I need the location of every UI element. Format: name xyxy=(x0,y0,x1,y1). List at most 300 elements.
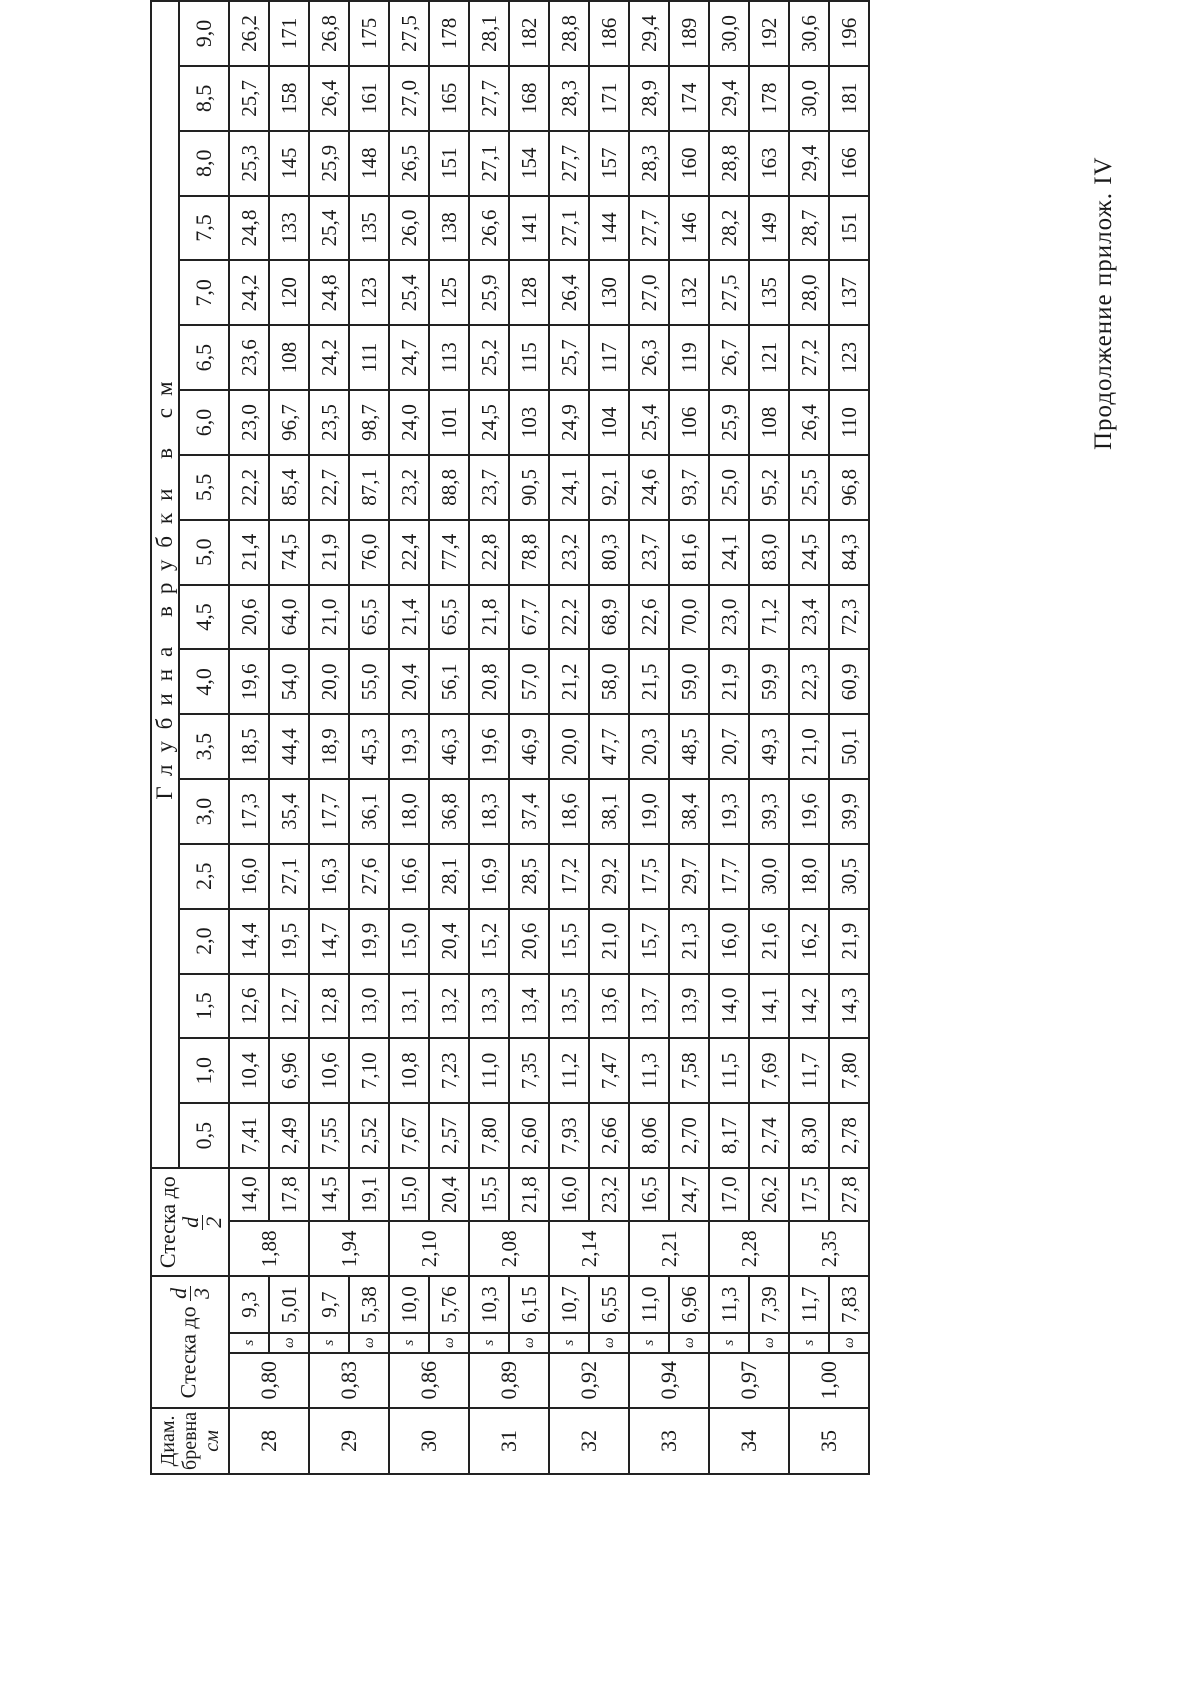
spaced-half-w-cell: 20,4 xyxy=(429,1168,469,1221)
depth-s-value-cell: 20,8 xyxy=(469,649,509,714)
depth-w-value-cell: 21,6 xyxy=(749,909,789,974)
depth-s-value-cell: 24,2 xyxy=(229,260,269,325)
depth-s-value-cell: 11,7 xyxy=(789,1038,829,1103)
depth-s-value-cell: 12,6 xyxy=(229,974,269,1039)
depth-header-cell: 6,5 xyxy=(179,325,229,390)
depth-s-value-cell: 16,2 xyxy=(789,909,829,974)
depth-s-value-cell: 16,0 xyxy=(229,844,269,909)
depth-s-value-cell: 27,7 xyxy=(469,66,509,131)
depth-s-value-cell: 21,9 xyxy=(709,649,749,714)
depth-header-cell: 7,5 xyxy=(179,196,229,261)
depth-w-value-cell: 125 xyxy=(429,260,469,325)
depth-s-value-cell: 22,7 xyxy=(309,455,349,520)
fraction-d-over-2 xyxy=(180,1215,225,1230)
fraction-d-over-2-den: 2 xyxy=(201,1216,227,1228)
depth-w-value-cell: 88,8 xyxy=(429,455,469,520)
s-label-cell: s xyxy=(789,1333,829,1353)
depth-s-value-cell: 22,4 xyxy=(389,520,429,585)
depth-w-value-cell: 21,3 xyxy=(669,909,709,974)
w-label-cell: ω xyxy=(669,1333,709,1353)
spaced-half-w-cell: 21,8 xyxy=(509,1168,549,1221)
depth-w-value-cell: 166 xyxy=(829,131,869,196)
depth-w-value-cell: 168 xyxy=(509,66,549,131)
depth-w-value-cell: 7,35 xyxy=(509,1038,549,1103)
depth-s-value-cell: 17,7 xyxy=(709,844,749,909)
depth-w-value-cell: 123 xyxy=(829,325,869,390)
depth-w-value-cell: 135 xyxy=(349,196,389,261)
depth-w-value-cell: 83,0 xyxy=(749,520,789,585)
depth-s-value-cell: 27,2 xyxy=(789,325,829,390)
continuation-heading: Продолжение прилож. IV xyxy=(1090,156,1117,450)
spaced-third-s-cell: 10,0 xyxy=(389,1276,429,1332)
depth-s-value-cell: 27,1 xyxy=(469,131,509,196)
spaced-half-w-cell: 24,7 xyxy=(669,1168,709,1221)
depth-w-value-cell: 13,2 xyxy=(429,974,469,1039)
depth-s-value-cell: 20,0 xyxy=(309,649,349,714)
depth-w-value-cell: 13,4 xyxy=(509,974,549,1039)
depth-s-value-cell: 21,2 xyxy=(549,649,589,714)
depth-s-value-cell: 24,5 xyxy=(789,520,829,585)
diameter-cell: 29 xyxy=(309,1408,389,1474)
depth-s-value-cell: 24,5 xyxy=(469,390,509,455)
spaced-third-s-cell: 10,7 xyxy=(549,1276,589,1332)
header-diameter-label: Диам. бревна xyxy=(157,1411,201,1470)
depth-w-value-cell: 44,4 xyxy=(269,714,309,779)
coefficient-half-cell: 1,88 xyxy=(229,1221,309,1276)
depth-s-value-cell: 25,3 xyxy=(229,131,269,196)
header-diameter-unit: см xyxy=(201,1430,223,1452)
coefficient-cell: 0,80 xyxy=(229,1353,309,1408)
table-row-s xyxy=(229,1,269,1474)
depth-w-value-cell: 133 xyxy=(269,196,309,261)
depth-w-value-cell: 57,0 xyxy=(509,649,549,714)
depth-s-value-cell: 25,2 xyxy=(469,325,509,390)
depth-s-value-cell: 22,2 xyxy=(229,455,269,520)
depth-w-value-cell: 65,5 xyxy=(429,585,469,650)
depth-w-value-cell: 14,1 xyxy=(749,974,789,1039)
depth-w-value-cell: 2,66 xyxy=(589,1103,629,1168)
depth-header-cell: 0,5 xyxy=(179,1103,229,1168)
depth-s-value-cell: 14,0 xyxy=(709,974,749,1039)
depth-s-value-cell: 26,4 xyxy=(309,66,349,131)
table-header xyxy=(151,1,229,1474)
header-diameter xyxy=(151,1408,229,1474)
depth-s-value-cell: 28,8 xyxy=(709,131,749,196)
coefficient-cell: 0,94 xyxy=(629,1353,709,1408)
spaced-half-s-cell: 16,5 xyxy=(629,1168,669,1221)
depth-w-value-cell: 84,3 xyxy=(829,520,869,585)
depth-s-value-cell: 24,8 xyxy=(309,260,349,325)
spaced-third-s-cell: 9,7 xyxy=(309,1276,349,1332)
depth-w-value-cell: 161 xyxy=(349,66,389,131)
depth-s-value-cell: 23,4 xyxy=(789,585,829,650)
s-label-cell: s xyxy=(469,1333,509,1353)
depth-w-value-cell: 20,6 xyxy=(509,909,549,974)
spaced-third-w-cell: 6,15 xyxy=(509,1276,549,1332)
depth-s-value-cell: 28,2 xyxy=(709,196,749,261)
depth-w-value-cell: 128 xyxy=(509,260,549,325)
diameter-cell: 30 xyxy=(389,1408,469,1474)
depth-w-value-cell: 37,4 xyxy=(509,779,549,844)
depth-w-value-cell: 175 xyxy=(349,1,389,66)
depth-s-value-cell: 12,8 xyxy=(309,974,349,1039)
depth-s-value-cell: 28,0 xyxy=(789,260,829,325)
depth-w-value-cell: 171 xyxy=(269,1,309,66)
depth-w-value-cell: 148 xyxy=(349,131,389,196)
depth-s-value-cell: 20,4 xyxy=(389,649,429,714)
depth-s-value-cell: 13,3 xyxy=(469,974,509,1039)
depth-s-value-cell: 27,0 xyxy=(629,260,669,325)
depth-s-value-cell: 21,9 xyxy=(309,520,349,585)
depth-header-cell: 1,5 xyxy=(179,974,229,1039)
depth-w-value-cell: 27,6 xyxy=(349,844,389,909)
depth-s-value-cell: 30,0 xyxy=(709,1,749,66)
depth-w-value-cell: 56,1 xyxy=(429,649,469,714)
depth-w-value-cell: 146 xyxy=(669,196,709,261)
depth-s-value-cell: 13,7 xyxy=(629,974,669,1039)
s-label-cell: s xyxy=(549,1333,589,1353)
depth-w-value-cell: 14,3 xyxy=(829,974,869,1039)
table-row-s xyxy=(469,1,509,1474)
depth-s-value-cell: 26,4 xyxy=(549,260,589,325)
depth-s-value-cell: 24,1 xyxy=(709,520,749,585)
depth-header-cell: 9,0 xyxy=(179,1,229,66)
depth-s-value-cell: 23,2 xyxy=(549,520,589,585)
spaced-half-w-cell: 26,2 xyxy=(749,1168,789,1221)
s-label-cell: s xyxy=(389,1333,429,1353)
depth-s-value-cell: 24,2 xyxy=(309,325,349,390)
depth-w-value-cell: 39,9 xyxy=(829,779,869,844)
depth-w-value-cell: 21,9 xyxy=(829,909,869,974)
depth-w-value-cell: 101 xyxy=(429,390,469,455)
depth-w-value-cell: 7,47 xyxy=(589,1038,629,1103)
table-row-s xyxy=(549,1,589,1474)
depth-w-value-cell: 50,1 xyxy=(829,714,869,779)
depth-s-value-cell: 25,7 xyxy=(549,325,589,390)
depth-w-value-cell: 19,9 xyxy=(349,909,389,974)
depth-w-value-cell: 12,7 xyxy=(269,974,309,1039)
spaced-half-s-cell: 15,0 xyxy=(389,1168,429,1221)
depth-s-value-cell: 28,9 xyxy=(629,66,669,131)
depth-s-value-cell: 28,8 xyxy=(549,1,589,66)
w-label-cell: ω xyxy=(829,1333,869,1353)
depth-header-cell: 4,0 xyxy=(179,649,229,714)
depth-w-value-cell: 117 xyxy=(589,325,629,390)
s-label-cell: s xyxy=(229,1333,269,1353)
spaced-third-s-cell: 11,7 xyxy=(789,1276,829,1332)
depth-w-value-cell: 29,2 xyxy=(589,844,629,909)
depth-w-value-cell: 13,9 xyxy=(669,974,709,1039)
depth-w-value-cell: 70,0 xyxy=(669,585,709,650)
spaced-third-s-cell: 11,0 xyxy=(629,1276,669,1332)
depth-w-value-cell: 138 xyxy=(429,196,469,261)
depth-w-value-cell: 181 xyxy=(829,66,869,131)
depth-w-value-cell: 60,9 xyxy=(829,649,869,714)
depth-s-value-cell: 24,0 xyxy=(389,390,429,455)
depth-w-value-cell: 135 xyxy=(749,260,789,325)
header-spaced-half xyxy=(151,1168,229,1276)
depth-s-value-cell: 27,5 xyxy=(389,1,429,66)
depth-header-cell: 4,5 xyxy=(179,585,229,650)
depth-w-value-cell: 20,4 xyxy=(429,909,469,974)
depth-s-value-cell: 19,6 xyxy=(229,649,269,714)
depth-w-value-cell: 157 xyxy=(589,131,629,196)
depth-w-value-cell: 182 xyxy=(509,1,549,66)
depth-s-value-cell: 19,3 xyxy=(389,714,429,779)
depth-s-value-cell: 21,8 xyxy=(469,585,509,650)
depth-w-value-cell: 30,5 xyxy=(829,844,869,909)
depth-s-value-cell: 21,0 xyxy=(309,585,349,650)
depth-w-value-cell: 96,7 xyxy=(269,390,309,455)
depth-w-value-cell: 149 xyxy=(749,196,789,261)
depth-s-value-cell: 21,4 xyxy=(229,520,269,585)
depth-w-value-cell: 132 xyxy=(669,260,709,325)
depth-s-value-cell: 25,0 xyxy=(709,455,749,520)
depth-s-value-cell: 8,17 xyxy=(709,1103,749,1168)
depth-w-value-cell: 2,70 xyxy=(669,1103,709,1168)
depth-s-value-cell: 19,0 xyxy=(629,779,669,844)
depth-w-value-cell: 151 xyxy=(429,131,469,196)
depth-s-value-cell: 20,3 xyxy=(629,714,669,779)
coefficient-half-cell: 2,35 xyxy=(789,1221,869,1276)
depth-w-value-cell: 130 xyxy=(589,260,629,325)
depth-w-value-cell: 111 xyxy=(349,325,389,390)
depth-s-value-cell: 7,67 xyxy=(389,1103,429,1168)
depth-header-cell: 3,0 xyxy=(179,779,229,844)
depth-s-value-cell: 15,5 xyxy=(549,909,589,974)
depth-s-value-cell: 26,5 xyxy=(389,131,429,196)
depth-w-value-cell: 6,96 xyxy=(269,1038,309,1103)
depth-s-value-cell: 24,1 xyxy=(549,455,589,520)
depth-w-value-cell: 47,7 xyxy=(589,714,629,779)
depth-s-value-cell: 16,0 xyxy=(709,909,749,974)
depth-w-value-cell: 7,10 xyxy=(349,1038,389,1103)
depth-s-value-cell: 27,1 xyxy=(549,196,589,261)
table-row-s xyxy=(389,1,429,1474)
depth-w-value-cell: 27,1 xyxy=(269,844,309,909)
diameter-cell: 32 xyxy=(549,1408,629,1474)
depth-w-value-cell: 65,5 xyxy=(349,585,389,650)
depth-w-value-cell: 171 xyxy=(589,66,629,131)
depth-w-value-cell: 13,6 xyxy=(589,974,629,1039)
depth-w-value-cell: 2,52 xyxy=(349,1103,389,1168)
depth-w-value-cell: 163 xyxy=(749,131,789,196)
spaced-half-s-cell: 16,0 xyxy=(549,1168,589,1221)
depth-s-value-cell: 22,6 xyxy=(629,585,669,650)
depth-w-value-cell: 113 xyxy=(429,325,469,390)
depth-s-value-cell: 28,1 xyxy=(469,1,509,66)
spaced-half-w-cell: 27,8 xyxy=(829,1168,869,1221)
spaced-half-s-cell: 14,0 xyxy=(229,1168,269,1221)
depth-w-value-cell: 28,1 xyxy=(429,844,469,909)
depth-w-value-cell: 196 xyxy=(829,1,869,66)
depth-s-value-cell: 8,06 xyxy=(629,1103,669,1168)
spaced-third-w-cell: 6,55 xyxy=(589,1276,629,1332)
s-label-cell: s xyxy=(709,1333,749,1353)
depth-w-value-cell: 19,5 xyxy=(269,909,309,974)
depth-w-value-cell: 7,80 xyxy=(829,1038,869,1103)
w-label-cell: ω xyxy=(749,1333,789,1353)
depth-w-value-cell: 39,3 xyxy=(749,779,789,844)
depth-s-value-cell: 27,0 xyxy=(389,66,429,131)
depth-header-cell: 7,0 xyxy=(179,260,229,325)
depth-w-value-cell: 174 xyxy=(669,66,709,131)
depth-s-value-cell: 15,7 xyxy=(629,909,669,974)
depth-w-value-cell: 28,5 xyxy=(509,844,549,909)
coefficient-cell: 0,89 xyxy=(469,1353,549,1408)
depth-w-value-cell: 36,1 xyxy=(349,779,389,844)
depth-w-value-cell: 29,7 xyxy=(669,844,709,909)
depth-s-value-cell: 19,6 xyxy=(789,779,829,844)
depth-s-value-cell: 26,6 xyxy=(469,196,509,261)
depth-w-value-cell: 151 xyxy=(829,196,869,261)
depth-s-value-cell: 11,0 xyxy=(469,1038,509,1103)
depth-s-value-cell: 7,80 xyxy=(469,1103,509,1168)
depth-s-value-cell: 22,2 xyxy=(549,585,589,650)
coefficient-half-cell: 1,94 xyxy=(309,1221,389,1276)
depth-s-value-cell: 18,5 xyxy=(229,714,269,779)
depth-s-value-cell: 11,2 xyxy=(549,1038,589,1103)
depth-s-value-cell: 17,5 xyxy=(629,844,669,909)
coefficient-half-cell: 2,10 xyxy=(389,1221,469,1276)
depth-w-value-cell: 68,9 xyxy=(589,585,629,650)
depth-w-value-cell: 103 xyxy=(509,390,549,455)
coefficient-cell: 0,92 xyxy=(549,1353,629,1408)
depth-w-value-cell: 93,7 xyxy=(669,455,709,520)
depth-s-value-cell: 21,4 xyxy=(389,585,429,650)
w-label-cell: ω xyxy=(429,1333,469,1353)
depth-w-value-cell: 2,49 xyxy=(269,1103,309,1168)
depth-s-value-cell: 24,9 xyxy=(549,390,589,455)
spaced-third-w-cell: 6,96 xyxy=(669,1276,709,1332)
depth-s-value-cell: 24,6 xyxy=(629,455,669,520)
fraction-d-over-3-den: 3 xyxy=(188,1287,214,1299)
depth-w-value-cell: 38,4 xyxy=(669,779,709,844)
depth-w-value-cell: 36,8 xyxy=(429,779,469,844)
w-label-cell: ω xyxy=(509,1333,549,1353)
depth-header-cell: 2,5 xyxy=(179,844,229,909)
depth-w-value-cell: 95,2 xyxy=(749,455,789,520)
spaced-third-w-cell: 7,83 xyxy=(829,1276,869,1332)
depth-w-value-cell: 30,0 xyxy=(749,844,789,909)
depth-s-value-cell: 26,8 xyxy=(309,1,349,66)
data-table xyxy=(150,0,870,1475)
depth-s-value-cell: 26,0 xyxy=(389,196,429,261)
depth-w-value-cell: 121 xyxy=(749,325,789,390)
coefficient-cell: 0,97 xyxy=(709,1353,789,1408)
depth-w-value-cell: 38,1 xyxy=(589,779,629,844)
w-label-cell: ω xyxy=(269,1333,309,1353)
depth-w-value-cell: 115 xyxy=(509,325,549,390)
spaced-half-s-cell: 14,5 xyxy=(309,1168,349,1221)
depth-s-value-cell: 29,4 xyxy=(629,1,669,66)
depth-w-value-cell: 35,4 xyxy=(269,779,309,844)
spaced-third-s-cell: 9,3 xyxy=(229,1276,269,1332)
depth-s-value-cell: 21,0 xyxy=(789,714,829,779)
depth-w-value-cell: 49,3 xyxy=(749,714,789,779)
depth-w-value-cell: 48,5 xyxy=(669,714,709,779)
depth-w-value-cell: 7,23 xyxy=(429,1038,469,1103)
depth-w-value-cell: 72,3 xyxy=(829,585,869,650)
depth-w-value-cell: 178 xyxy=(749,66,789,131)
depth-w-value-cell: 13,0 xyxy=(349,974,389,1039)
depth-s-value-cell: 25,5 xyxy=(789,455,829,520)
depth-w-value-cell: 7,58 xyxy=(669,1038,709,1103)
depth-s-value-cell: 26,2 xyxy=(229,1,269,66)
depth-w-value-cell: 141 xyxy=(509,196,549,261)
depth-s-value-cell: 24,7 xyxy=(389,325,429,390)
depth-w-value-cell: 186 xyxy=(589,1,629,66)
depth-w-value-cell: 54,0 xyxy=(269,649,309,714)
depth-s-value-cell: 23,2 xyxy=(389,455,429,520)
depth-s-value-cell: 18,6 xyxy=(549,779,589,844)
depth-s-value-cell: 28,7 xyxy=(789,196,829,261)
table-row-s xyxy=(709,1,749,1474)
depth-s-value-cell: 7,93 xyxy=(549,1103,589,1168)
depth-s-value-cell: 20,0 xyxy=(549,714,589,779)
depth-header-cell: 6,0 xyxy=(179,390,229,455)
depth-s-value-cell: 14,2 xyxy=(789,974,829,1039)
depth-w-value-cell: 178 xyxy=(429,1,469,66)
depth-s-value-cell: 21,5 xyxy=(629,649,669,714)
depth-s-value-cell: 18,3 xyxy=(469,779,509,844)
coefficient-cell: 1,00 xyxy=(789,1353,869,1408)
header-spaced-half-label: Стеска до xyxy=(154,1176,180,1269)
depth-s-value-cell: 23,0 xyxy=(229,390,269,455)
depth-s-value-cell: 23,7 xyxy=(469,455,509,520)
w-label-cell: ω xyxy=(589,1333,629,1353)
depth-w-value-cell: 2,74 xyxy=(749,1103,789,1168)
depth-s-value-cell: 13,5 xyxy=(549,974,589,1039)
header-depth-title: Глубина врубки в см xyxy=(151,1,179,1168)
s-label-cell: s xyxy=(309,1333,349,1353)
table-body xyxy=(229,1,869,1474)
w-label-cell: ω xyxy=(349,1333,389,1353)
depth-s-value-cell: 26,7 xyxy=(709,325,749,390)
depth-s-value-cell: 23,5 xyxy=(309,390,349,455)
depth-s-value-cell: 25,9 xyxy=(469,260,509,325)
spaced-third-w-cell: 7,39 xyxy=(749,1276,789,1332)
depth-header-cell: 8,0 xyxy=(179,131,229,196)
depth-s-value-cell: 16,3 xyxy=(309,844,349,909)
depth-w-value-cell: 154 xyxy=(509,131,549,196)
depth-s-value-cell: 25,4 xyxy=(309,196,349,261)
header-spaced-third xyxy=(151,1276,229,1408)
depth-header-cell: 1,0 xyxy=(179,1038,229,1103)
depth-s-value-cell: 17,2 xyxy=(549,844,589,909)
depth-w-value-cell: 67,7 xyxy=(509,585,549,650)
depth-s-value-cell: 23,0 xyxy=(709,585,749,650)
spaced-half-w-cell: 23,2 xyxy=(589,1168,629,1221)
depth-s-value-cell: 24,8 xyxy=(229,196,269,261)
header-row-1 xyxy=(151,1,179,1474)
depth-w-value-cell: 2,60 xyxy=(509,1103,549,1168)
spaced-third-w-cell: 5,38 xyxy=(349,1276,389,1332)
depth-s-value-cell: 25,4 xyxy=(389,260,429,325)
depth-w-value-cell: 119 xyxy=(669,325,709,390)
depth-w-value-cell: 192 xyxy=(749,1,789,66)
coefficient-cell: 0,86 xyxy=(389,1353,469,1408)
fraction-d-over-3-num: d xyxy=(165,1287,191,1299)
depth-w-value-cell: 189 xyxy=(669,1,709,66)
depth-w-value-cell: 110 xyxy=(829,390,869,455)
depth-w-value-cell: 123 xyxy=(349,260,389,325)
spaced-half-s-cell: 17,0 xyxy=(709,1168,749,1221)
depth-s-value-cell: 28,3 xyxy=(629,131,669,196)
spaced-half-w-cell: 19,1 xyxy=(349,1168,389,1221)
spaced-half-s-cell: 17,5 xyxy=(789,1168,829,1221)
depth-w-value-cell: 45,3 xyxy=(349,714,389,779)
